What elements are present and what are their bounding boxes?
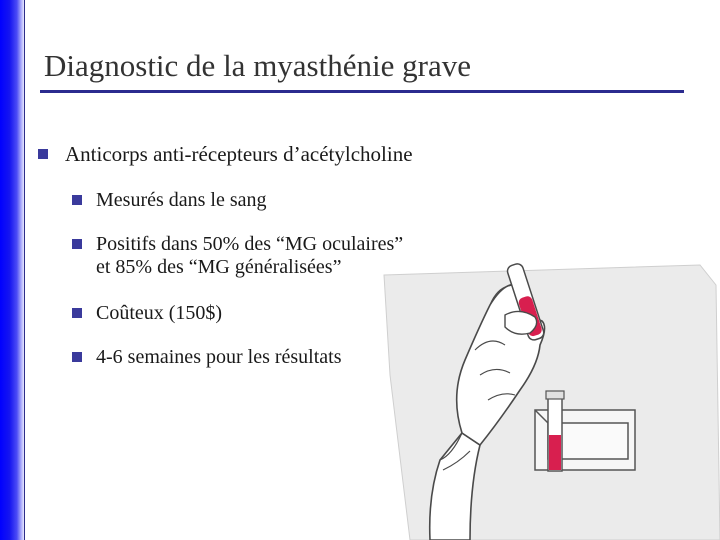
sub-bullet-text: Positifs dans 50% des “MG oculaires” bbox=[96, 233, 404, 255]
bullet-square-icon bbox=[72, 308, 82, 318]
sub-bullet-text-continued: et 85% des “MG généralisées” bbox=[96, 256, 342, 278]
sub-bullet-text: Mesurés dans le sang bbox=[96, 189, 267, 211]
bullet-square-icon bbox=[72, 239, 82, 249]
title-underline bbox=[40, 90, 684, 93]
bullet-square-icon bbox=[38, 149, 48, 159]
left-accent-rule bbox=[24, 0, 25, 540]
bullet-square-icon bbox=[72, 195, 82, 205]
left-accent-bar bbox=[0, 0, 24, 540]
sub-bullet-text: Coûteux (150$) bbox=[96, 302, 223, 324]
main-bullet-text: Anticorps anti-récepteurs d’acétylcholine bbox=[65, 142, 413, 166]
slide-title: Diagnostic de la myasthénie grave bbox=[44, 48, 471, 83]
sub-bullet-text: 4-6 semaines pour les résultats bbox=[96, 346, 342, 368]
gloved-hand-holding-blood-test-tube-icon bbox=[370, 255, 720, 540]
bullet-square-icon bbox=[72, 352, 82, 362]
